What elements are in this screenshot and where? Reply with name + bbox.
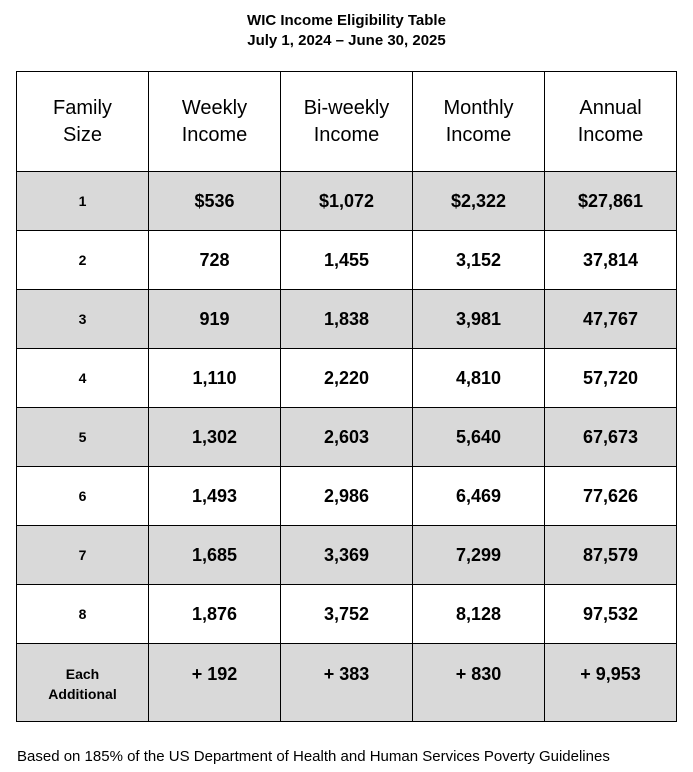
monthly-income-cell: 3,152 <box>413 231 545 290</box>
weekly-income-cell: 1,685 <box>149 526 281 585</box>
family-size-cell: 6 <box>17 467 149 526</box>
table-row <box>17 231 677 290</box>
each-additional-row <box>17 644 677 722</box>
monthly-income-cell: 6,469 <box>413 467 545 526</box>
table-row <box>17 585 677 644</box>
biweekly-income-cell: 2,986 <box>281 467 413 526</box>
monthly-income-cell: 4,810 <box>413 349 545 408</box>
header-biweekly-income-line-2: Income <box>313 123 380 146</box>
table-row <box>17 408 677 467</box>
biweekly-income-cell: 3,369 <box>281 526 413 585</box>
header-family-size <box>17 72 149 172</box>
monthly-income-cell: 7,299 <box>413 526 545 585</box>
monthly-increment-cell: + 830 <box>413 644 545 722</box>
annual-income-cell: 97,532 <box>545 585 677 644</box>
table-row <box>17 172 677 231</box>
header-biweekly-income-line-1: Bi-weekly <box>303 96 390 119</box>
document-title <box>0 11 693 51</box>
weekly-income-cell: 1,302 <box>149 408 281 467</box>
table-row <box>17 526 677 585</box>
annual-income-cell: 37,814 <box>545 231 677 290</box>
weekly-income-cell: 1,493 <box>149 467 281 526</box>
header-annual-income <box>545 72 677 172</box>
biweekly-increment-cell: + 383 <box>281 644 413 722</box>
weekly-income-cell: 1,110 <box>149 349 281 408</box>
header-weekly-income-line-1: Weekly <box>181 96 248 119</box>
biweekly-income-cell: 3,752 <box>281 585 413 644</box>
weekly-income-cell: 919 <box>149 290 281 349</box>
family-size-cell: 3 <box>17 290 149 349</box>
monthly-income-cell: $2,322 <box>413 172 545 231</box>
header-annual-income-line-2: Income <box>577 123 644 146</box>
header-annual-income-line-1: Annual <box>579 96 642 119</box>
annual-income-cell: 57,720 <box>545 349 677 408</box>
biweekly-income-cell: 1,455 <box>281 231 413 290</box>
weekly-income-cell: 728 <box>149 231 281 290</box>
header-biweekly-income <box>281 72 413 172</box>
header-weekly-income-line-2: Income <box>181 123 248 146</box>
biweekly-income-cell: $1,072 <box>281 172 413 231</box>
header-monthly-income-line-2: Income <box>445 123 512 146</box>
family-size-cell: 7 <box>17 526 149 585</box>
family-size-cell: 4 <box>17 349 149 408</box>
annual-income-cell: 77,626 <box>545 467 677 526</box>
header-weekly-income <box>149 72 281 172</box>
header-monthly-income-line-1: Monthly <box>443 96 514 119</box>
family-size-cell: 8 <box>17 585 149 644</box>
each-additional-label-line-2: Additional <box>48 686 117 702</box>
header-monthly-income <box>413 72 545 172</box>
income-eligibility-table <box>16 71 677 722</box>
monthly-income-cell: 3,981 <box>413 290 545 349</box>
each-additional-label-line-1: Each <box>65 666 100 682</box>
weekly-increment-cell: + 192 <box>149 644 281 722</box>
weekly-income-cell: $536 <box>149 172 281 231</box>
title-line-1: WIC Income Eligibility Table <box>247 12 446 29</box>
biweekly-income-cell: 2,603 <box>281 408 413 467</box>
annual-income-cell: 47,767 <box>545 290 677 349</box>
weekly-income-cell: 1,876 <box>149 585 281 644</box>
monthly-income-cell: 8,128 <box>413 585 545 644</box>
annual-income-cell: 87,579 <box>545 526 677 585</box>
family-size-cell: 1 <box>17 172 149 231</box>
biweekly-income-cell: 1,838 <box>281 290 413 349</box>
table-row <box>17 290 677 349</box>
header-family-size-line-2: Size <box>63 123 102 146</box>
table-row <box>17 349 677 408</box>
table-row <box>17 467 677 526</box>
annual-income-cell: 67,673 <box>545 408 677 467</box>
biweekly-income-cell: 2,220 <box>281 349 413 408</box>
family-size-cell: 5 <box>17 408 149 467</box>
title-line-2: July 1, 2024 – June 30, 2025 <box>247 32 446 49</box>
each-additional-label <box>17 644 149 722</box>
header-row <box>17 72 677 172</box>
footnote: Based on 185% of the US Department of Health and Human Services Poverty Guidelines <box>17 748 610 765</box>
annual-income-cell: $27,861 <box>545 172 677 231</box>
monthly-income-cell: 5,640 <box>413 408 545 467</box>
header-family-size-line-1: Family <box>53 96 112 119</box>
annual-increment-cell: + 9,953 <box>545 644 677 722</box>
family-size-cell: 2 <box>17 231 149 290</box>
